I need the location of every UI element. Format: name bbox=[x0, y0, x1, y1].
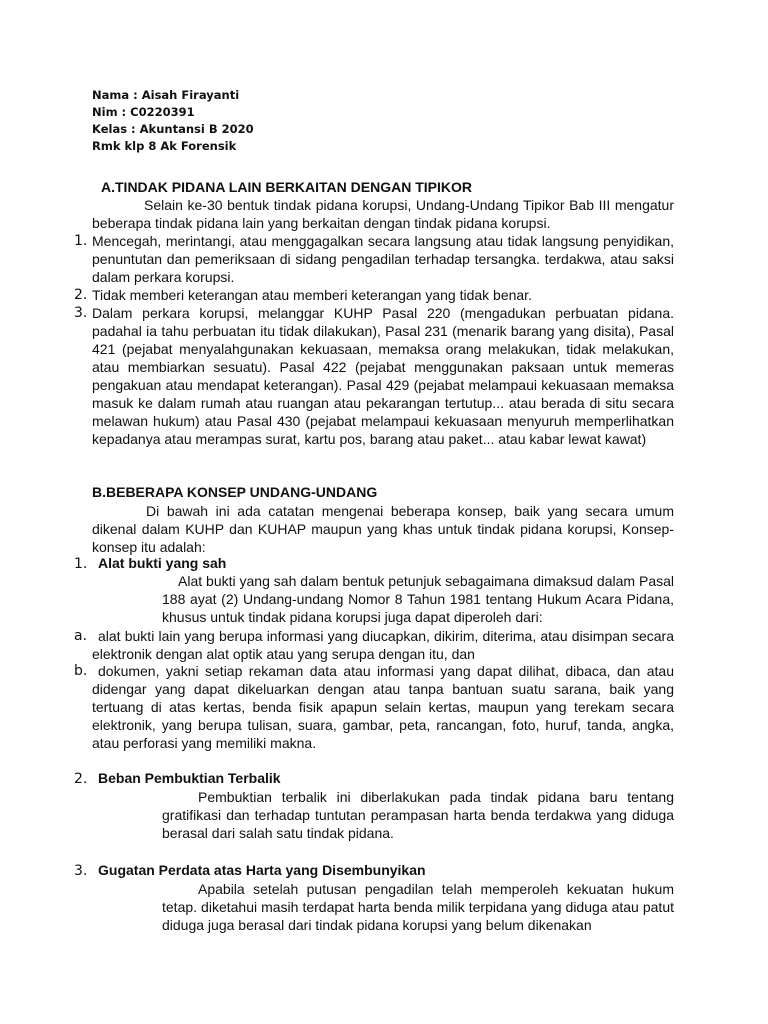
concept-3-marker: 3. bbox=[74, 863, 88, 879]
section-a-intro: Selain ke-30 bentuk tindak pidana korupsi, Undang-Undang Tipikor Bab III mengatur beberapa tindak pidana lain yang berkaitan dengan tindak pidana korupsi. bbox=[92, 197, 674, 231]
concept-1-marker: 1. bbox=[74, 556, 88, 572]
concept-1-title: Alat bukti yang sah bbox=[98, 555, 227, 571]
student-class: Kelas : Akuntansi B 2020 bbox=[92, 122, 254, 136]
section-a-item-1: Mencegah, merintangi, atau menggagalkan secara langsung atau tidak langsung penyidikan, penuntutan dan pemeriksaan di sidang pengadilan terhadap tersangka. terdakwa, atau saksi dalam perkara korupsi. bbox=[92, 233, 674, 285]
concept-2-title: Beban Pembuktian Terbalik bbox=[98, 770, 281, 786]
section-a-item-2: Tidak memberi keterangan atau memberi keterangan yang tidak benar. bbox=[92, 287, 532, 303]
student-nim: Nim : C0220391 bbox=[92, 105, 195, 119]
concept-3-text: Apabila setelah putusan pengadilan telah memperoleh kekuatan hukum tetap. diketahui masih terdapat harta benda milik terpidana yang diduga atau patut diduga juga berasal dari tindak pidana korupsi yang belum dikenakan bbox=[162, 881, 674, 933]
section-b-intro: Di bawah ini ada catatan mengenai beberapa konsep, baik yang secara umum dikenal dalam KUHP dan KUHAP maupun yang khas untuk tindak pidana korupsi, Konsep-konsep itu adalah: bbox=[92, 503, 674, 555]
concept-1-sub-b: dokumen, yakni setiap rekaman data atau informasi yang dapat dilihat, dibaca, dan atau didengar yang dapat dikeluarkan dengan atau tanpa bantuan suatu sarana, baik yang tertuang di atas kertas, benda fisik apapun selain kertas, maupun yang terekam secara elektronik, yang berupa tulisan, suara, gambar, peta, rancangan, foto, huruf, tanda, angka, atau perforasi yang memiliki makna. bbox=[92, 663, 674, 751]
concept-1-text: Alat bukti yang sah dalam bentuk petunjuk sebagaimana dimaksud dalam Pasal 188 ayat (2) Undang-undang Nomor 8 Tahun 1981 tentang Hukum Acara Pidana, khusus untuk tindak pidana korupsi juga dapat diperoleh dari: bbox=[162, 573, 674, 625]
student-name: Nama : Aisah Firayanti bbox=[92, 88, 240, 102]
section-a-item-2-marker: 2. bbox=[74, 287, 88, 303]
section-a-item-3: Dalam perkara korupsi, melanggar KUHP Pasal 220 (mengadukan perbuatan pidana. padahal ia tahu perbuatan itu tidak dilakukan), Pasal 231 (menarik barang yang disita), Pasal 421 (pejabat menyalahgunakan kekuasaan, memaksa orang melakukan, tidak melakukan, atau membiarkan sesuatu). Pasal 422 (pejabat menggunakan paksaan untuk memeras pengakuan atau mendapat keterangan). Pasal 429 (pejabat melampaui kekuasaan memaksa masuk ke dalam rumah atau ruangan atau pekarangan tertutup... atau berada di situ secara melawan hukum) atau Pasal 430 (pejabat melampaui kekuasaan menyuruh memperlihatkan kepadanya atau merampas surat, kartu pos, barang atau paket... atau kabar lewat kawat) bbox=[92, 305, 674, 447]
document-topic: Rmk klp 8 Ak Forensik bbox=[92, 139, 237, 153]
concept-2-text: Pembuktian terbalik ini diberlakukan pada tindak pidana baru tentang gratifikasi dan terhadap tuntutan perampasan harta benda terdakwa yang diduga berasal dari salah satu tindak pidana. bbox=[162, 789, 674, 841]
section-a-title: A.TINDAK PIDANA LAIN BERKAITAN DENGAN TIPIKOR bbox=[101, 179, 472, 195]
section-b-title: B.BEBERAPA KONSEP UNDANG-UNDANG bbox=[92, 484, 378, 500]
section-a-item-1-marker: 1. bbox=[74, 233, 88, 249]
concept-1-sub-a-marker: a. bbox=[74, 628, 88, 644]
concept-3-title: Gugatan Perdata atas Harta yang Disembunyikan bbox=[98, 862, 426, 878]
concept-1-sub-a: alat bukti lain yang berupa informasi yang diucapkan, dikirim, diterima, atau disimpan secara elektronik dengan alat optik atau yang serupa dengan itu, dan bbox=[92, 628, 674, 662]
concept-1-sub-b-marker: b. bbox=[74, 663, 88, 679]
concept-2-marker: 2. bbox=[74, 771, 88, 787]
section-a-item-3-marker: 3. bbox=[74, 305, 88, 321]
